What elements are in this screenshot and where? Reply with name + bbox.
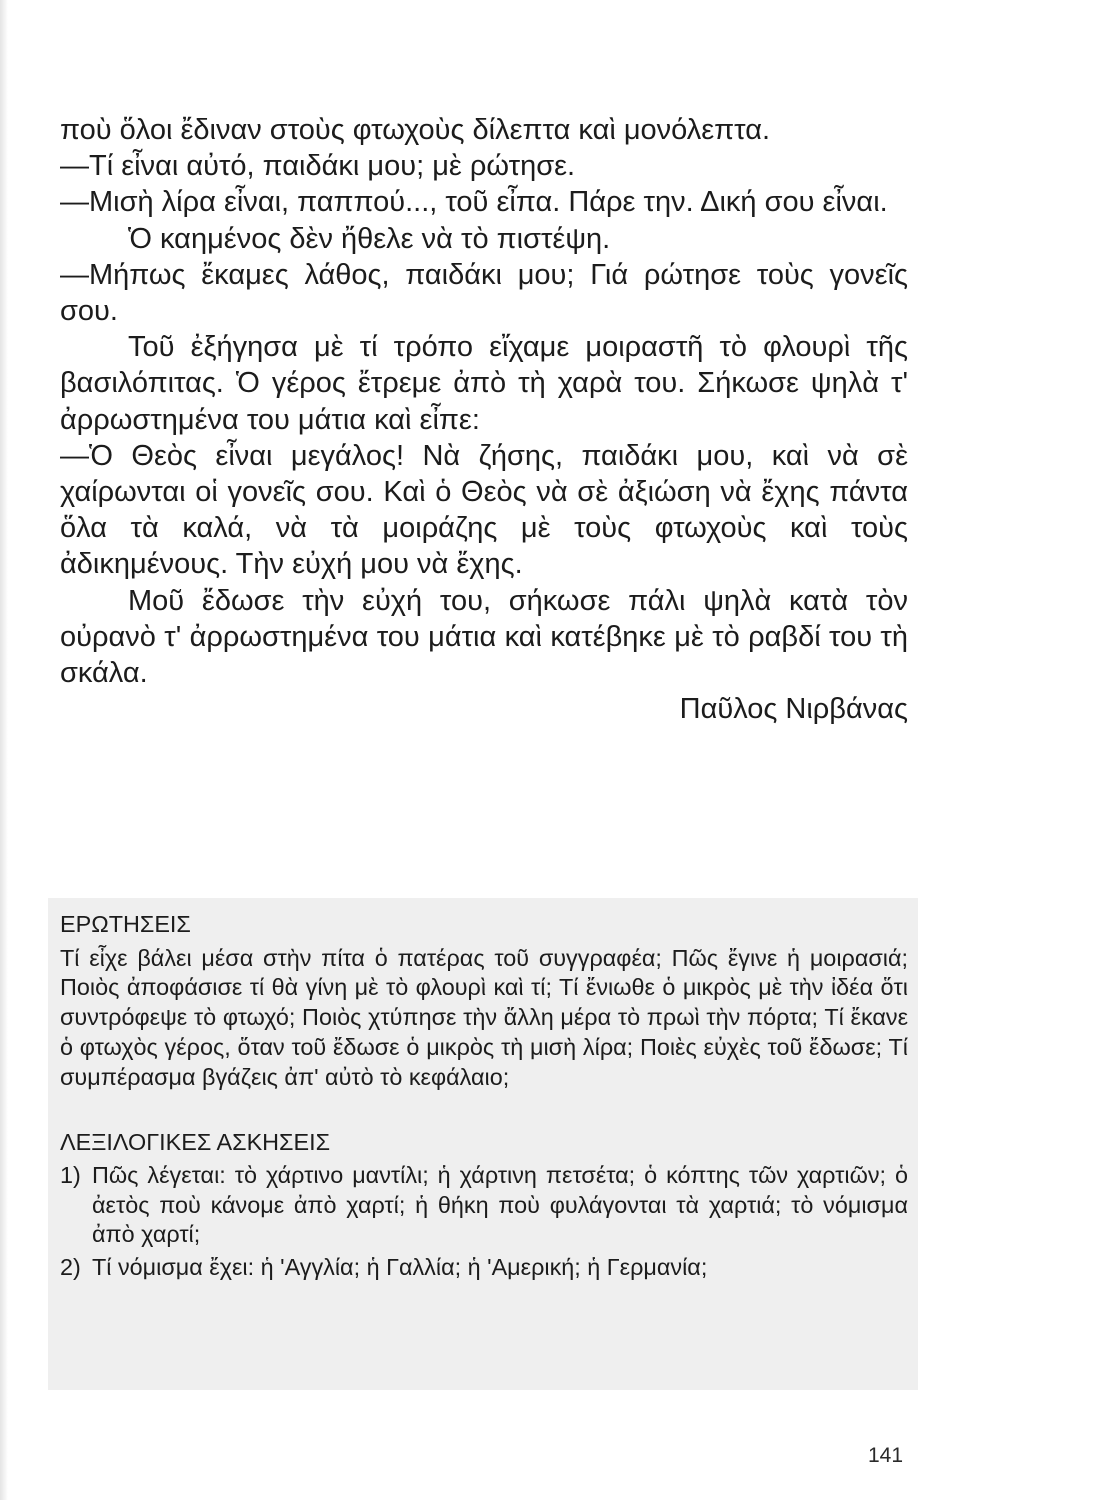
story-paragraph: Μοῦ ἔδωσε τὴν εὐχή του, σήκωσε πάλι ψηλὰ κατὰ τὸν οὐρανὸ τ' ἀρρωστημένα του μάτια καὶ κατέβηκε μὲ τὸ ραβδί του τὴ σκάλα.	[60, 584, 908, 690]
story-paragraph: —Μισὴ λίρα εἶναι, παππού..., τοῦ εἶπα. Πάρε την. Δική σου εἶναι.	[60, 186, 888, 219]
questions-text: Τί εἶχε βάλει μέσα στὴν πίτα ὁ πατέρας τοῦ συγγραφέα; Πῶς ἔγινε ἡ μοιρασιά; Ποιὸς ἀποφάσισε τί θὰ γίνη μὲ τὸ φλουρὶ καὶ τί; Τί ἔνιωθε ὁ μικρὸς μὲ τὴν ἰδέα ὅτι συντρόφεψε τὸ φτωχό; Ποιὸς χτύπησε τὴν ἄλλη μέρα τὸ πρωὶ τὴν πόρτα; Τί ἔκανε ὁ φτωχὸς γέρος, ὅταν τοῦ ἔδωσε ὁ μικρὸς τὴ μισὴ λίρα; Ποιὲς εὐχὲς τοῦ ἔδωσε; Τί συμπέρασμα βγάζεις ἀπ' αὐτὸ τὸ κεφάλαιο;	[60, 944, 908, 1090]
story-paragraph: —Μήπως ἔκαμες λάθος, παιδάκι μου; Γιά ρώτησε τοὺς γονεῖς σου.	[60, 258, 908, 328]
exercises-box	[48, 898, 918, 1390]
vocabulary-item-number: 1)	[60, 1161, 81, 1188]
story-text	[60, 112, 908, 727]
vocabulary-item	[60, 1161, 908, 1250]
story-paragraph: Ὁ καημένος δὲν ἤθελε νὰ τὸ πιστέψη.	[128, 222, 611, 255]
vocabulary-item	[60, 1253, 908, 1283]
story-paragraph: —Τί εἶναι αὐτό, παιδάκι μου; μὲ ρώτησε.	[60, 150, 576, 183]
questions-heading: ΕΡΩΤΗΣΕΙΣ	[60, 911, 191, 937]
vocabulary-item-number: 2)	[60, 1254, 81, 1281]
story-paragraph: —Ὁ Θεὸς εἶναι μεγάλος! Νὰ ζήσης, παιδάκι μου, καὶ νὰ σὲ χαίρωνται οἱ γονεῖς σου. Καὶ ὁ Θεὸς νὰ σὲ ἀξιώση νὰ ἔχης πάντα ὅλα τὰ καλά, νὰ τὰ μοιράζης μὲ τοὺς φτωχοὺς καὶ τοὺς ἀδικημένους. Τὴν εὐχή μου νὰ ἔχης.	[60, 439, 908, 581]
page-edge-shadow	[0, 0, 8, 1500]
vocabulary-item-text: Πῶς λέγεται: τὸ χάρτινο μαντίλι; ἡ χάρτινη πετσέτα; ὁ κόπτης τῶν χαρτιῶν; ὁ ἀετὸς ποὺ κάνομε ἀπὸ χαρτί; ἡ θήκη ποὺ φυλάγονται τὰ χαρτιά; τὸ νόμισμα ἀπὸ χαρτί;	[92, 1161, 908, 1248]
vocabulary-heading: ΛΕΞΙΛΟΓΙΚΕΣ ΑΣΚΗΣΕΙΣ	[60, 1129, 331, 1156]
story-paragraph: ποὺ ὅλοι ἔδιναν στοὺς φτωχοὺς δίλεπτα καὶ μονόλεπτα.	[60, 114, 771, 146]
story-paragraph: Τοῦ ἐξήγησα μὲ τί τρόπο εἴχαμε μοιραστῆ τὸ φλουρὶ τῆς βασιλόπιτας. Ὁ γέρος ἔτρεμε ἀπὸ τὴ χαρὰ του. Σήκωσε ψηλὰ τ' ἀρρωστημένα του μάτια καὶ εἶπε:	[60, 331, 908, 436]
vocabulary-item-text: Τί νόμισμα ἔχει: ἡ 'Αγγλία; ἡ Γαλλία; ἡ 'Αμερική; ἡ Γερμανία;	[92, 1254, 708, 1281]
author-name: Παῦλος Νιρβάνας	[679, 693, 908, 726]
page-number: 141	[868, 1444, 904, 1467]
